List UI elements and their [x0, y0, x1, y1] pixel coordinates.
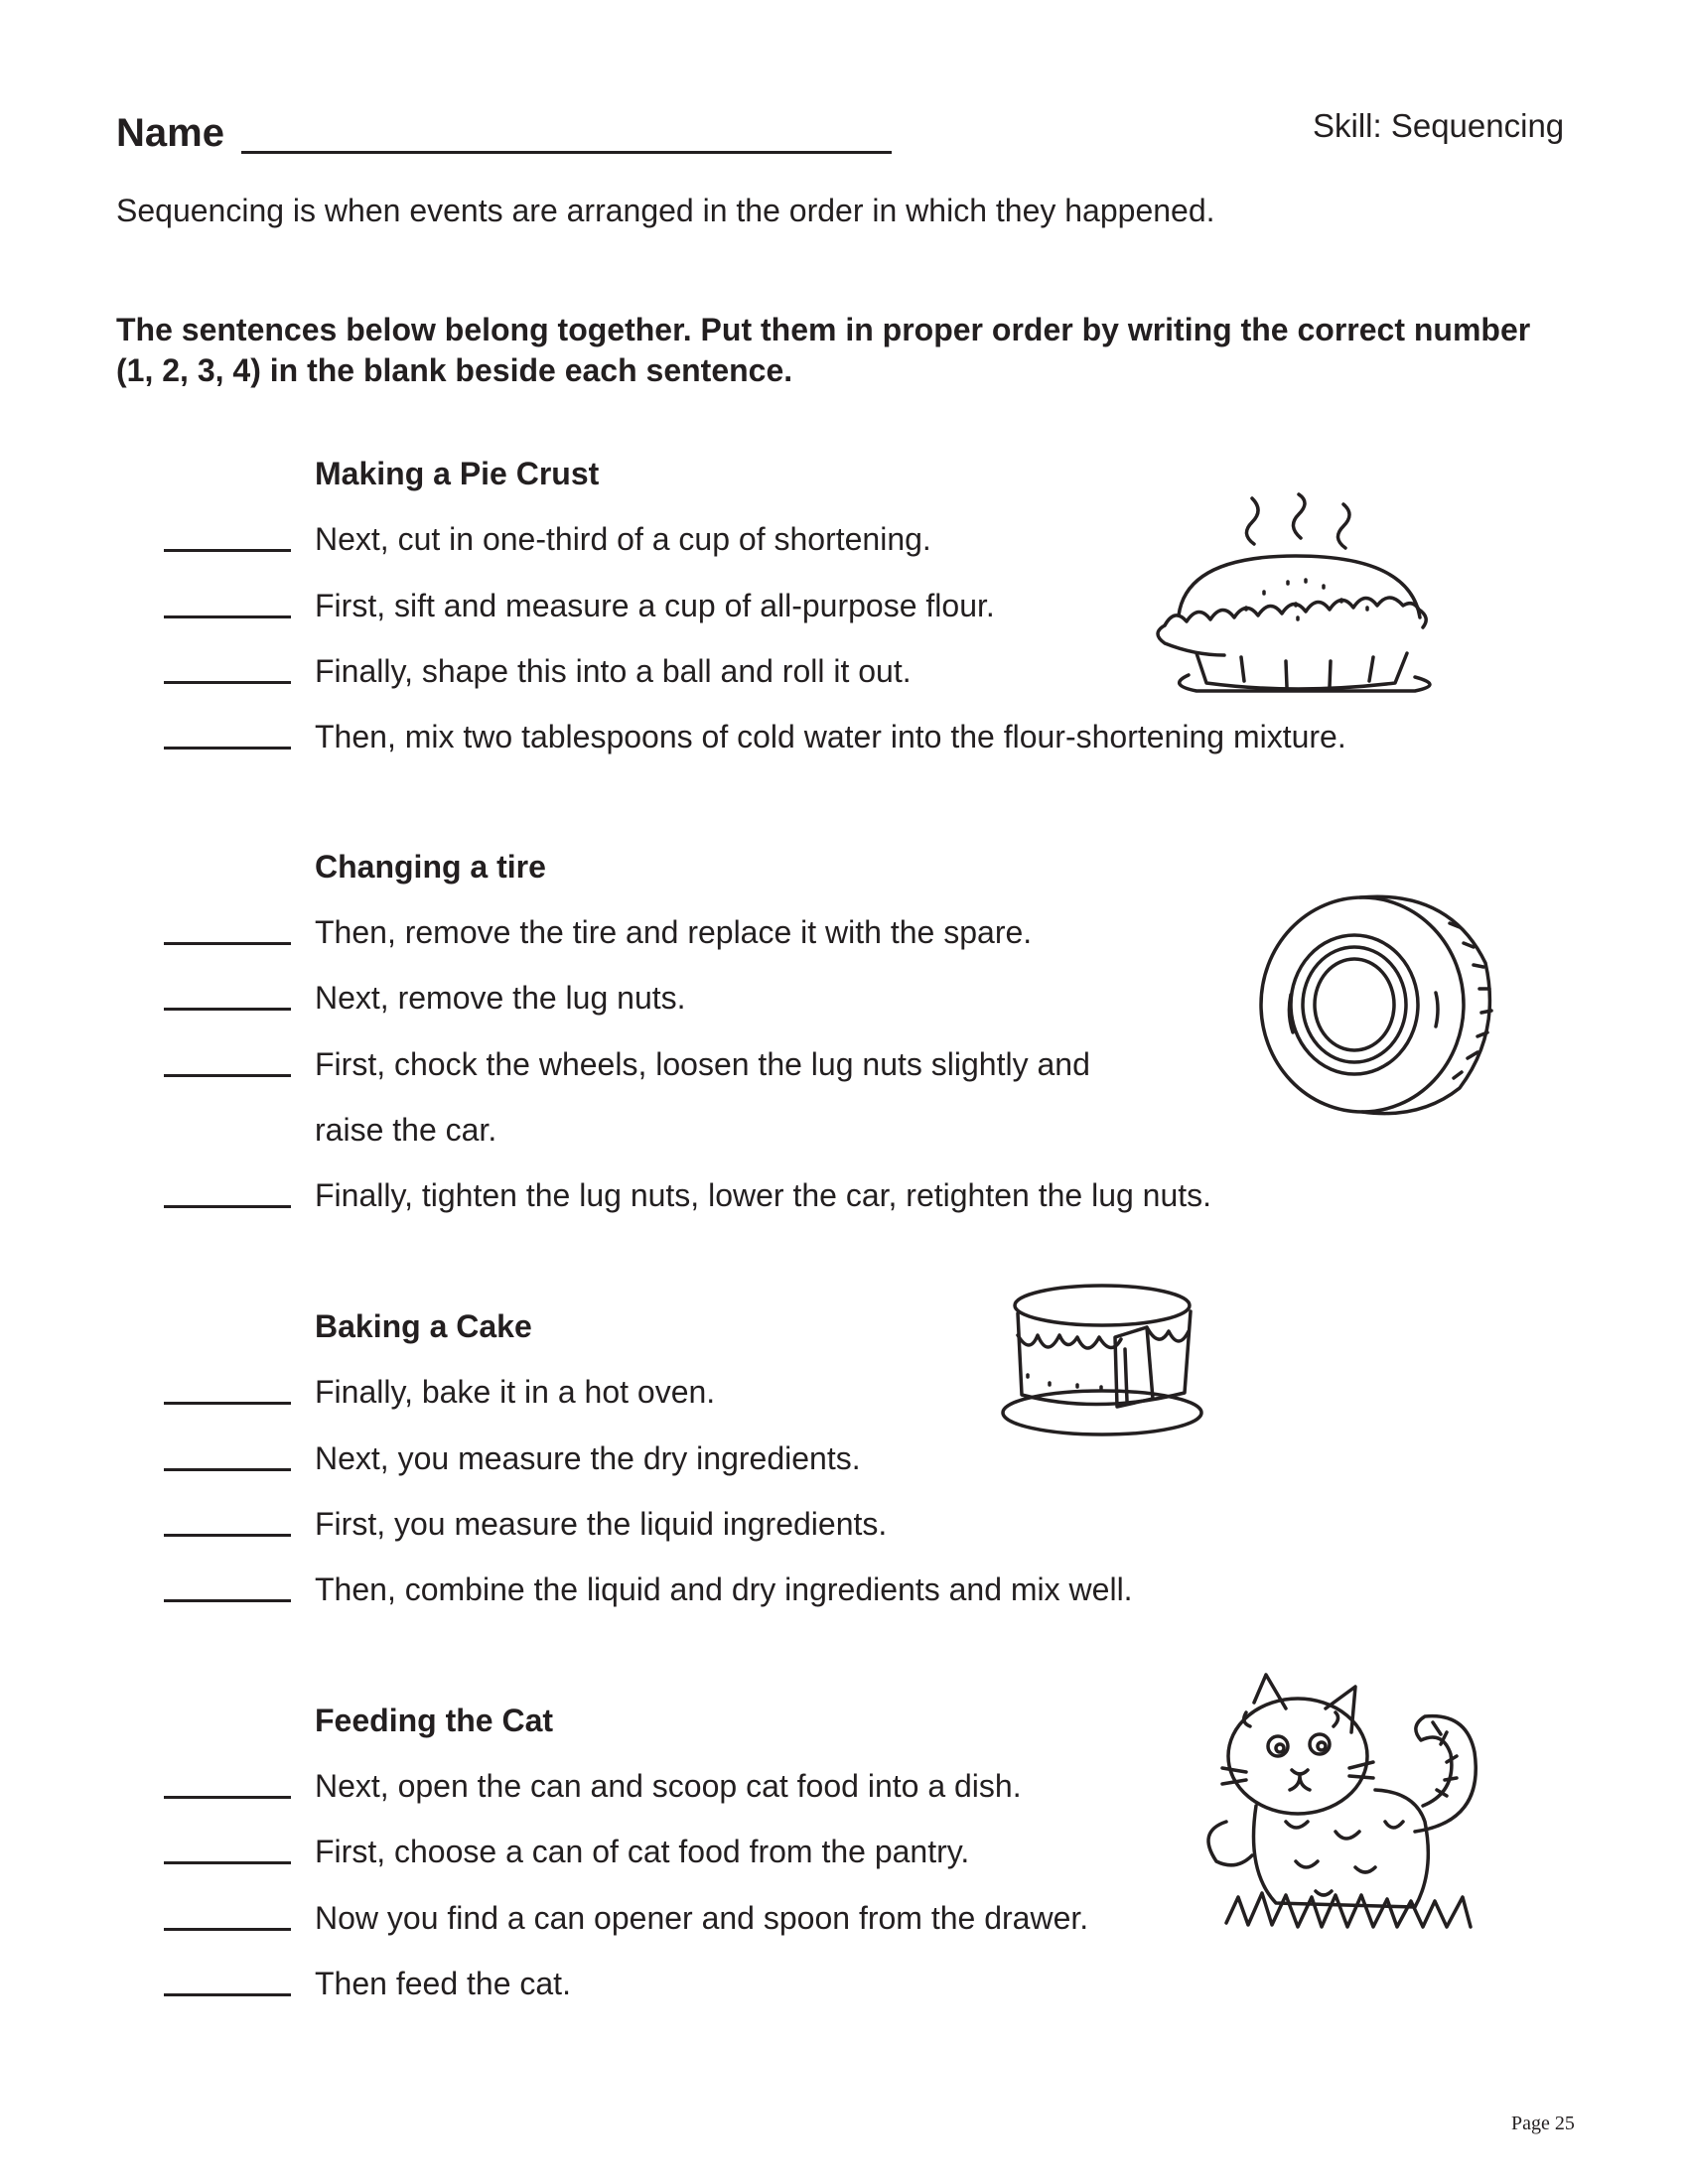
- sentence: First, choose a can of cat food from the pantry.: [315, 1834, 970, 1869]
- sentence: First, sift and measure a cup of all-purpose flour.: [315, 588, 995, 623]
- sentence: Then, remove the tire and replace it with the spare.: [315, 914, 1033, 950]
- answer-blank[interactable]: [164, 681, 291, 684]
- sentence: Then feed the cat.: [315, 1966, 571, 2001]
- instructions-text: The sentences below belong together. Put them in proper order by writing the correct number (1, 2, 3, 4) in the blank beside each sentence.: [116, 312, 1531, 388]
- section-title-pie-crust: Making a Pie Crust: [315, 456, 600, 491]
- name-blank-line[interactable]: [241, 151, 892, 154]
- pie-icon: [1147, 496, 1455, 700]
- cake-icon: [998, 1276, 1216, 1439]
- tire-icon: [1251, 884, 1499, 1122]
- section-title-feeding-cat: Feeding the Cat: [315, 1703, 554, 1738]
- answer-blank[interactable]: [164, 747, 291, 750]
- sentence: Next, you measure the dry ingredients.: [315, 1440, 861, 1476]
- answer-blank[interactable]: [164, 1861, 291, 1864]
- definition-text: Sequencing is when events are arranged in the order in which they happened.: [116, 193, 1215, 228]
- sentence: Next, open the can and scoop cat food into a dish.: [315, 1768, 1022, 1804]
- sentence: Now you find a can opener and spoon from the drawer.: [315, 1900, 1089, 1936]
- skill-label: Skill: Sequencing: [1313, 107, 1565, 144]
- page-number: Page 25: [1511, 2113, 1575, 2134]
- answer-blank[interactable]: [164, 549, 291, 552]
- sentence: Finally, shape this into a ball and roll it out.: [315, 653, 912, 689]
- answer-blank[interactable]: [164, 1796, 291, 1799]
- answer-blank[interactable]: [164, 1468, 291, 1471]
- answer-blank[interactable]: [164, 615, 291, 618]
- sentence: Finally, bake it in a hot oven.: [315, 1374, 716, 1410]
- answer-blank[interactable]: [164, 1074, 291, 1077]
- section-title-baking-cake: Baking a Cake: [315, 1308, 532, 1344]
- sentence-continuation: raise the car.: [315, 1112, 497, 1148]
- sentence: First, chock the wheels, loosen the lug nuts slightly and: [315, 1046, 1090, 1082]
- sentence: Finally, tighten the lug nuts, lower the car, retighten the lug nuts.: [315, 1177, 1212, 1213]
- section-title-changing-tire: Changing a tire: [315, 849, 546, 885]
- sentence: Then, mix two tablespoons of cold water into the flour-shortening mixture.: [315, 719, 1346, 754]
- sentence: Then, combine the liquid and dry ingredients and mix well.: [315, 1571, 1133, 1607]
- answer-blank[interactable]: [164, 1402, 291, 1405]
- answer-blank[interactable]: [164, 942, 291, 945]
- answer-blank[interactable]: [164, 1928, 291, 1931]
- answer-blank[interactable]: [164, 1993, 291, 1996]
- answer-blank[interactable]: [164, 1205, 291, 1208]
- sentence: Next, cut in one-third of a cup of shortening.: [315, 521, 931, 557]
- sentence: Next, remove the lug nuts.: [315, 980, 686, 1016]
- cat-icon: [1187, 1673, 1499, 1941]
- sentence: First, you measure the liquid ingredients.: [315, 1506, 888, 1542]
- answer-blank[interactable]: [164, 1008, 291, 1011]
- answer-blank[interactable]: [164, 1534, 291, 1537]
- answer-blank[interactable]: [164, 1599, 291, 1602]
- name-label: Name: [116, 111, 224, 155]
